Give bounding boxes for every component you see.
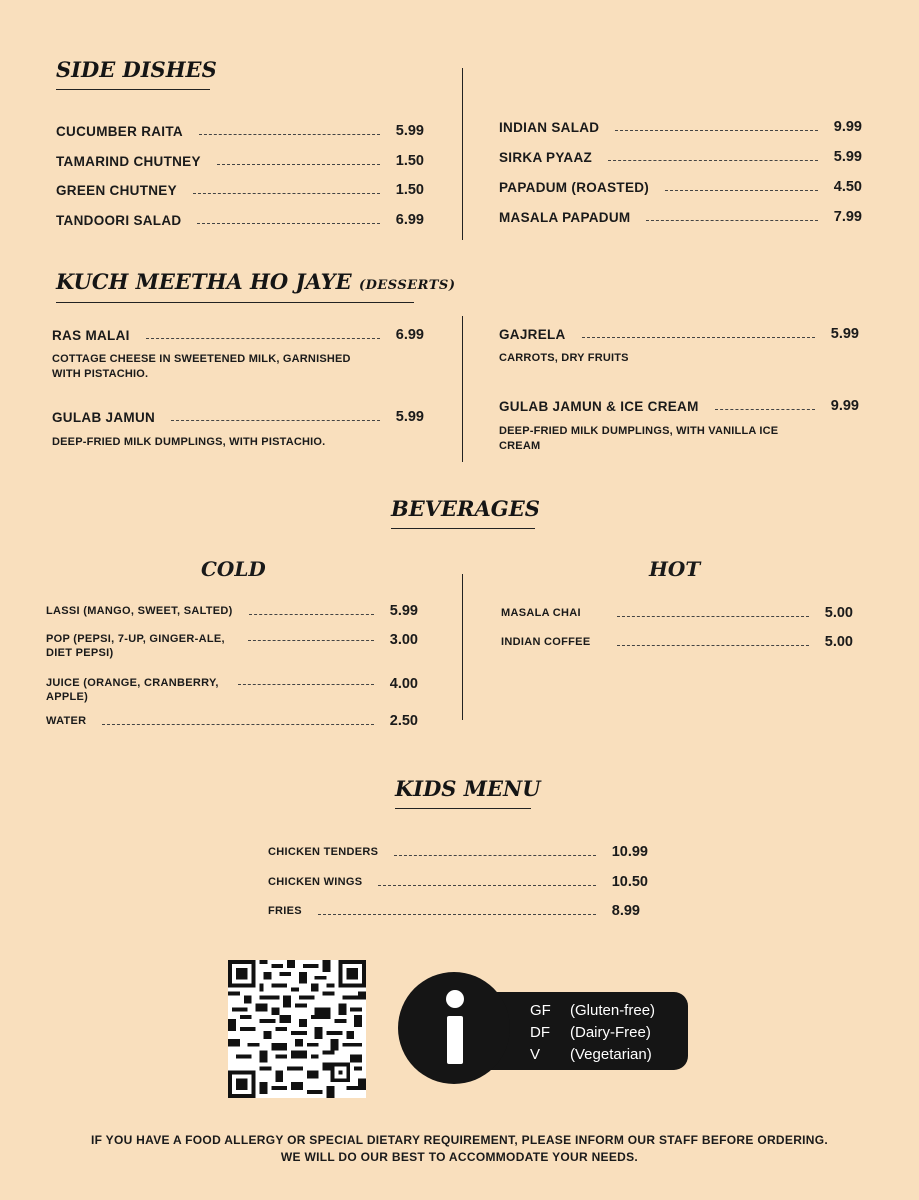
leader-dots [715,409,815,410]
leader-dots [318,914,596,915]
menu-item [56,123,424,139]
item-price: 7.99 [833,209,862,225]
hot-subheading: HOT [649,557,701,581]
menu-item [268,844,648,860]
item-price: 6.99 [395,327,424,343]
item-price: 5.99 [395,123,424,139]
leader-dots [582,337,815,338]
menu-item [56,153,424,169]
legend-code: V [530,1046,541,1063]
desserts-heading [56,270,455,293]
item-name: INDIAN SALAD [499,119,600,135]
leader-dots [249,614,374,615]
leader-dots [646,220,817,221]
desserts-subtitle: (DESSERTS) [358,278,456,293]
info-icon-dot [446,990,464,1008]
menu-item [268,874,648,890]
allergy-notice-line1: IF YOU HAVE A FOOD ALLERGY OR SPECIAL DIETARY REQUIREMENT, PLEASE INFORM OUR STAFF BEFORE ORDERING. [90,1133,829,1147]
leader-dots [665,190,818,191]
menu-item [46,676,418,705]
menu-item [499,149,862,165]
menu-item [501,634,853,650]
item-price: 5.99 [389,603,418,619]
item-price: 9.99 [830,398,859,414]
item-price: 5.00 [824,634,853,650]
item-name: PAPADUM (ROASTED) [499,179,650,195]
beverages-heading: BEVERAGES [391,496,540,521]
side-dishes-underline [56,89,210,90]
item-name: GREEN CHUTNEY [56,182,177,198]
info-icon-bar [447,1016,463,1064]
menu-item [56,182,424,198]
beverages-underline [391,528,535,529]
legend-label: (Gluten-free) [570,1002,656,1019]
menu-item [46,713,418,729]
menu-item [499,179,862,195]
leader-dots [217,164,380,165]
allergy-notice-line2: WE WILL DO OUR BEST TO ACCOMMODATE YOUR NEEDS. [280,1150,639,1164]
menu-item [499,119,862,135]
item-price: 4.50 [833,179,862,195]
menu-item [46,632,418,661]
item-description: COTTAGE CHEESE IN SWEETENED MILK, GARNISHED WITH PISTACHIO. [52,353,351,380]
item-name: INDIAN COFFEE [501,635,591,648]
menu-item [52,409,424,425]
item-price: 8.99 [611,903,640,919]
item-name: WATER [46,714,87,727]
item-name: MASALA CHAI [501,606,581,619]
leader-dots [102,724,373,725]
item-price: 4.00 [389,676,418,692]
leader-dots [608,160,818,161]
side-dishes-divider [462,68,463,240]
item-name: TANDOORI SALAD [56,212,182,228]
leader-dots [617,645,809,646]
item-price: 5.00 [824,605,853,621]
item-name: POP (PEPSI, 7-UP, GINGER-ALE, DIET PEPSI) [46,633,225,660]
allergy-notice [0,1132,919,1166]
leader-dots [394,855,595,856]
menu-item [56,212,424,228]
leader-dots [171,420,380,421]
menu-item [499,209,862,225]
leader-dots [238,684,374,685]
item-name: GULAB JAMUN & ICE CREAM [499,398,699,414]
menu-item [52,327,424,343]
item-price: 1.50 [395,153,424,169]
item-name: GULAB JAMUN [52,409,156,425]
leader-dots [378,885,595,886]
menu-item [501,605,853,621]
item-name: TAMARIND CHUTNEY [56,153,201,169]
item-price: 3.00 [389,632,418,648]
item-price: 9.99 [833,119,862,135]
item-name: JUICE (ORANGE, CRANBERRY, APPLE) [46,677,219,704]
item-price: 2.50 [389,713,418,729]
item-name: CHICKEN TENDERS [268,845,379,858]
item-price: 10.99 [611,844,648,860]
leader-dots [615,130,817,131]
item-name: CUCUMBER RAITA [56,123,183,139]
cold-subheading: COLD [201,557,266,581]
leader-dots [199,134,380,135]
item-price: 10.50 [611,874,648,890]
item-name: RAS MALAI [52,327,130,343]
legend-label: (Vegetarian) [570,1046,652,1063]
legend-code: GF [530,1002,551,1019]
leader-dots [617,616,809,617]
item-name: FRIES [268,904,302,917]
item-price: 1.50 [395,182,424,198]
leader-dots [146,338,380,339]
beverages-divider [462,574,463,720]
kids-menu-underline [395,808,531,809]
item-name: SIRKA PYAAZ [499,149,593,165]
item-description: DEEP-FRIED MILK DUMPLINGS, WITH VANILLA ICE CREAM [499,425,779,452]
desserts-underline [56,302,414,303]
leader-dots [197,223,379,224]
item-price: 5.99 [833,149,862,165]
menu-item [46,603,418,619]
legend-code: DF [530,1024,550,1041]
item-price: 5.99 [830,326,859,342]
item-name: CHICKEN WINGS [268,875,363,888]
item-description: CARROTS, DRY FRUITS [499,352,629,364]
menu-item [499,326,859,342]
leader-dots [248,640,374,641]
desserts-title: KUCH MEETHA HO JAYE [56,269,352,294]
menu-item [268,903,640,919]
item-price: 6.99 [395,212,424,228]
item-price: 5.99 [395,409,424,425]
desserts-divider [462,316,463,462]
kids-menu-heading: KIDS MENU [395,776,541,801]
item-name: MASALA PAPADUM [499,209,631,225]
item-name: GAJRELA [499,326,566,342]
item-description: DEEP-FRIED MILK DUMPLINGS, WITH PISTACHIO. [52,436,326,448]
item-name: LASSI (MANGO, SWEET, SALTED) [46,604,233,617]
legend-label: (Dairy-Free) [570,1024,651,1041]
menu-item [499,398,859,414]
side-dishes-heading: SIDE DISHES [56,57,217,82]
leader-dots [193,193,380,194]
qr-code-icon[interactable] [228,960,366,1098]
